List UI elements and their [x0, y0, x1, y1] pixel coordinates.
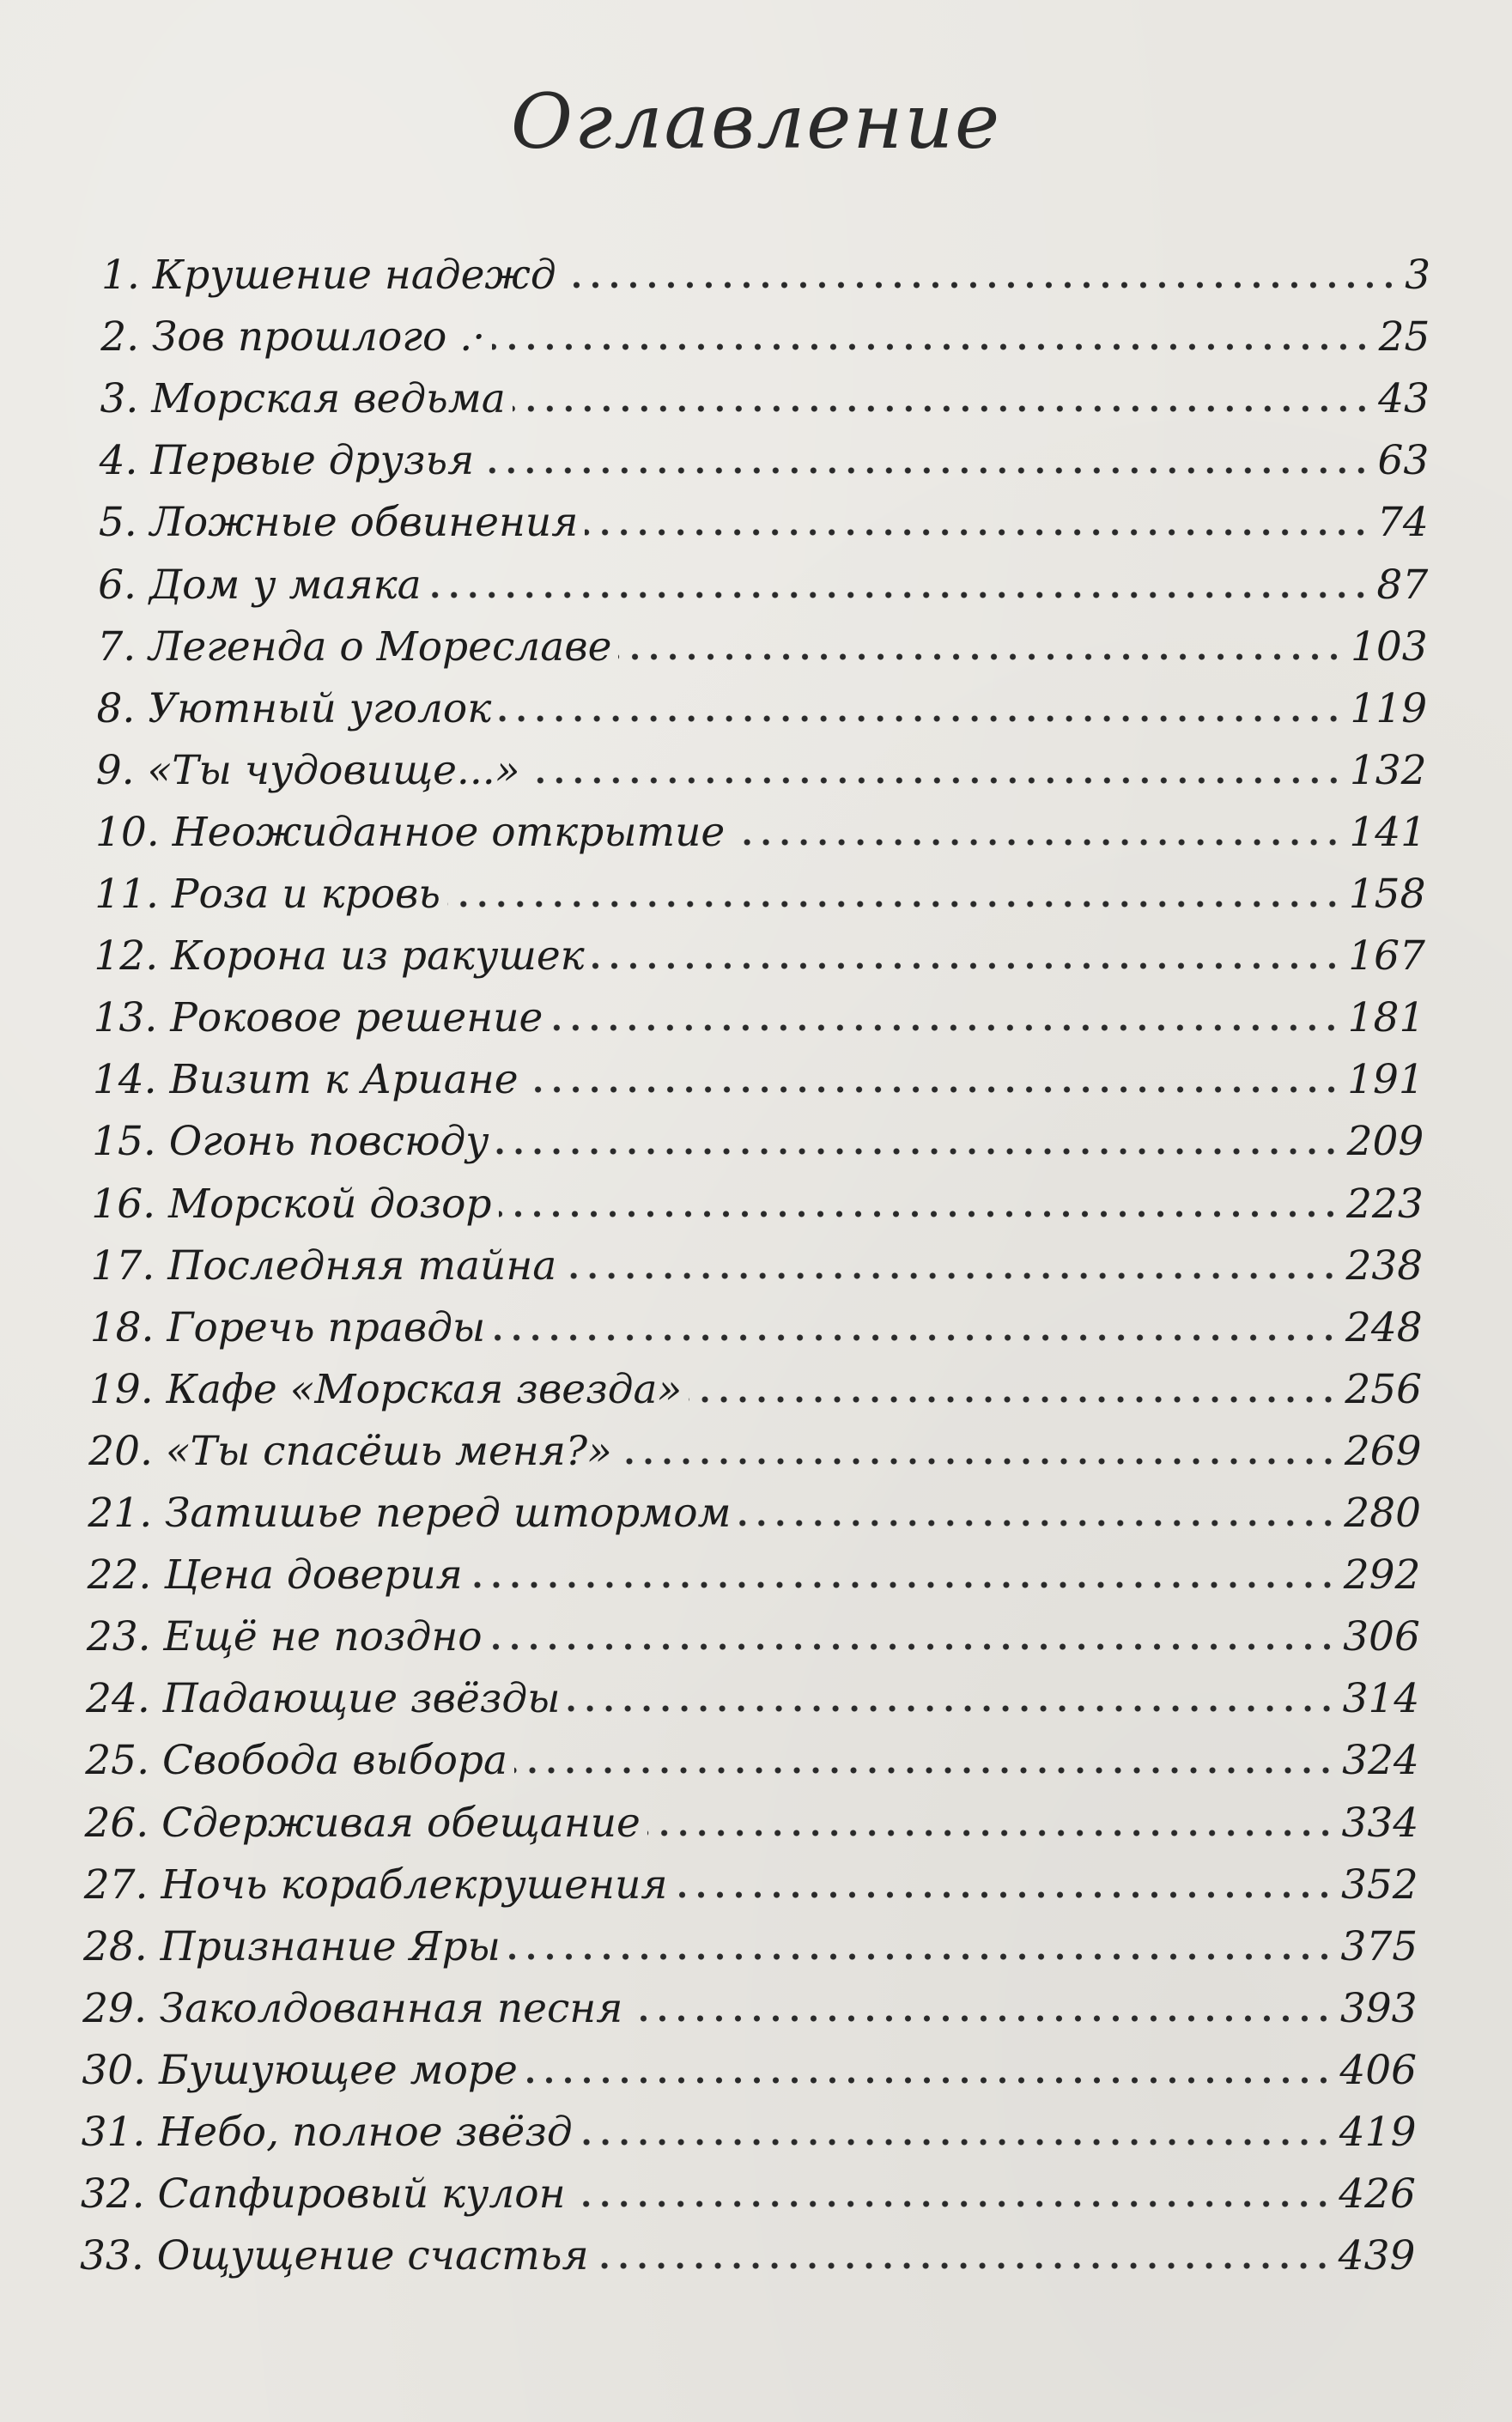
- toc-entry: [96, 747, 1427, 798]
- toc-entry-title: 8. Уютный уголок: [96, 684, 492, 732]
- toc-entry-page-number: 248: [1345, 1303, 1423, 1351]
- dot-leader: [563, 1270, 1339, 1282]
- toc-entry-title: 20. «Ты спасёшь меня?»: [88, 1427, 612, 1475]
- toc-entry: [85, 1737, 1419, 1788]
- dot-leader: [689, 1393, 1338, 1405]
- toc-entry-page-number: 256: [1345, 1365, 1423, 1413]
- toc-entry-title: 18. Горечь правды: [89, 1303, 486, 1351]
- toc-entry-title: 4. Первые друзья: [99, 437, 475, 485]
- toc-entry-page-number: 167: [1348, 932, 1425, 980]
- toc-entry-title: 6. Дом у маяка: [98, 561, 422, 609]
- toc-entry: [101, 252, 1430, 303]
- toc-entry-page-number: 43: [1378, 375, 1430, 423]
- toc-entry: [80, 2232, 1415, 2284]
- dot-leader: [619, 1455, 1338, 1467]
- toc-entry-page-number: 209: [1346, 1118, 1424, 1166]
- toc-entry-title: 19. Кафе «Морская звезда»: [88, 1365, 683, 1413]
- toc-entry-page-number: 375: [1340, 1922, 1418, 1970]
- dot-leader: [514, 1764, 1335, 1776]
- toc-entry-page-number: 406: [1339, 2046, 1418, 2094]
- dot-leader: [592, 960, 1341, 972]
- dot-leader: [507, 1951, 1334, 1963]
- toc-entry: [87, 1613, 1420, 1665]
- toc-entry-title: 25. Свобода выбора: [85, 1737, 508, 1785]
- page-title: Оглавление: [510, 77, 1002, 166]
- toc-entry: [93, 1056, 1424, 1108]
- toc-entry-page-number: 419: [1339, 2109, 1417, 2156]
- toc-entry: [85, 1800, 1419, 1851]
- dot-leader: [492, 341, 1371, 353]
- toc-entry-title: 23. Ещё не поздно: [86, 1613, 483, 1661]
- toc-entry-page-number: 141: [1349, 808, 1427, 856]
- toc-entry-page-number: 223: [1346, 1180, 1424, 1228]
- toc-entry: [91, 1181, 1423, 1232]
- toc-entry-title: 9. «Ты чудовище...»: [95, 746, 520, 794]
- dot-leader: [573, 2198, 1333, 2210]
- toc-entry: [82, 1985, 1417, 2037]
- toc-entry-page-number: 25: [1378, 313, 1430, 361]
- toc-entry: [94, 994, 1425, 1046]
- toc-entry-page-number: 393: [1339, 1984, 1418, 2032]
- toc-entry-title: 24. Падающие звёзды: [86, 1675, 561, 1723]
- toc-entry: [100, 313, 1430, 365]
- toc-entry-title: 30. Бушующее море: [82, 2046, 518, 2094]
- toc-entry-title: 15. Огонь повсюду: [92, 1118, 489, 1166]
- toc-entry-title: 28. Признание Яры: [82, 1922, 501, 1970]
- toc-entry-page-number: 334: [1341, 1799, 1419, 1847]
- toc-entry-page-number: 439: [1338, 2232, 1416, 2280]
- toc-entry: [99, 499, 1429, 550]
- dot-leader: [563, 279, 1398, 291]
- dot-leader: [525, 1084, 1341, 1096]
- toc-entry: [84, 1861, 1418, 1913]
- toc-entry-title: 29. Заколдованная песня: [82, 1984, 623, 2032]
- toc-entry-page-number: 132: [1349, 746, 1427, 794]
- toc-entry: [95, 809, 1426, 860]
- toc-entry: [81, 2170, 1416, 2222]
- toc-entry-title: 17. Последняя тайна: [90, 1241, 557, 1290]
- dot-leader: [738, 1517, 1338, 1529]
- toc-entry-page-number: 119: [1350, 684, 1428, 732]
- dot-leader: [647, 1827, 1335, 1839]
- toc-entry-title: 11. Роза и кровь: [94, 871, 440, 918]
- toc-entry-page-number: 426: [1339, 2170, 1416, 2219]
- toc-entry-title: 33. Ощущение счастья: [80, 2232, 589, 2280]
- dot-leader: [481, 464, 1370, 477]
- dot-leader: [525, 2074, 1333, 2086]
- toc-entry: [86, 1675, 1419, 1727]
- toc-entry-title: 31. Небо, полное звёзд: [81, 2109, 573, 2156]
- toc-entry: [88, 1551, 1421, 1603]
- toc-entry-page-number: 324: [1342, 1737, 1419, 1785]
- toc-entry-page-number: 3: [1405, 252, 1430, 299]
- dot-leader: [496, 1145, 1340, 1157]
- toc-entry-title: 13. Роковое решение: [93, 994, 543, 1042]
- toc-entry-page-number: 158: [1348, 871, 1426, 918]
- dot-leader: [580, 2136, 1333, 2148]
- dot-leader: [428, 589, 1370, 601]
- toc-entry: [82, 2109, 1417, 2160]
- toc-entry-title: 10. Неожиданное открытие: [94, 808, 726, 856]
- toc-entry: [88, 1490, 1421, 1541]
- toc-entry: [91, 1242, 1424, 1294]
- dot-leader: [550, 1022, 1340, 1034]
- dot-leader: [674, 1889, 1334, 1901]
- toc-entry: [83, 1923, 1418, 1975]
- dot-leader: [498, 713, 1343, 725]
- toc-entry: [88, 1428, 1421, 1479]
- toc-entry-title: 3. Морская ведьма: [100, 375, 506, 423]
- toc-entry-title: 32. Сапфировый кулон: [80, 2170, 566, 2219]
- dot-leader: [568, 1703, 1336, 1715]
- toc-entry: [94, 932, 1425, 984]
- toc-entry-title: 16. Морской дозор: [91, 1180, 492, 1228]
- toc-entry-page-number: 238: [1345, 1241, 1424, 1290]
- toc-entry-page-number: 314: [1342, 1675, 1420, 1723]
- toc-entry: [94, 871, 1425, 922]
- dot-leader: [499, 1208, 1340, 1220]
- toc-entry-page-number: 191: [1347, 1056, 1424, 1104]
- toc-entry: [82, 2047, 1417, 2098]
- toc-entry-page-number: 87: [1376, 561, 1429, 609]
- toc-entry: [98, 561, 1428, 613]
- toc-entry: [92, 1118, 1424, 1169]
- toc-entry-page-number: 181: [1347, 994, 1425, 1042]
- toc-entry: [90, 1304, 1423, 1356]
- toc-entry-title: 2. Зов прошлого .·: [100, 313, 486, 361]
- toc-entry-title: 12. Корона из ракушек: [94, 932, 585, 980]
- toc-entry-page-number: 280: [1344, 1490, 1421, 1537]
- dot-leader: [470, 1579, 1337, 1591]
- toc-entry-page-number: 306: [1343, 1613, 1420, 1661]
- dot-leader: [513, 403, 1371, 415]
- toc-entry-page-number: 63: [1377, 437, 1430, 485]
- toc-entry-title: 26. Сдерживая обещание: [84, 1799, 641, 1847]
- toc-entry-page-number: 103: [1350, 622, 1428, 671]
- toc-entry-page-number: 292: [1343, 1551, 1421, 1599]
- dot-leader: [618, 651, 1344, 663]
- dot-leader: [527, 774, 1343, 786]
- toc-entry-title: 1. Крушение надежд: [101, 252, 556, 299]
- dot-leader: [489, 1641, 1337, 1653]
- dot-leader: [447, 898, 1342, 910]
- toc-entry: [100, 437, 1430, 489]
- toc-entry: [100, 375, 1429, 427]
- toc-entry: [97, 685, 1428, 737]
- toc-entry-page-number: 74: [1376, 499, 1429, 547]
- toc-entry-title: 7. Легенда о Мореславе: [97, 622, 612, 671]
- dot-leader: [732, 836, 1342, 848]
- toc-entry-title: 5. Ложные обвинения: [98, 499, 579, 547]
- dot-leader: [585, 526, 1370, 538]
- toc-entry-title: 22. Цена доверия: [87, 1551, 463, 1599]
- toc-entry: [97, 623, 1427, 675]
- dot-leader: [596, 2260, 1332, 2272]
- dot-leader: [492, 1332, 1339, 1344]
- toc-entry: [89, 1366, 1422, 1417]
- toc-entry-title: 14. Визит к Ариане: [92, 1056, 519, 1104]
- toc-entry-page-number: 352: [1340, 1861, 1418, 1909]
- toc-entry-page-number: 269: [1344, 1427, 1422, 1475]
- dot-leader: [629, 2012, 1333, 2024]
- toc-entry-title: 27. Ночь кораблекрушения: [83, 1861, 668, 1909]
- toc-entry-title: 21. Затишье перед штормом: [88, 1490, 732, 1537]
